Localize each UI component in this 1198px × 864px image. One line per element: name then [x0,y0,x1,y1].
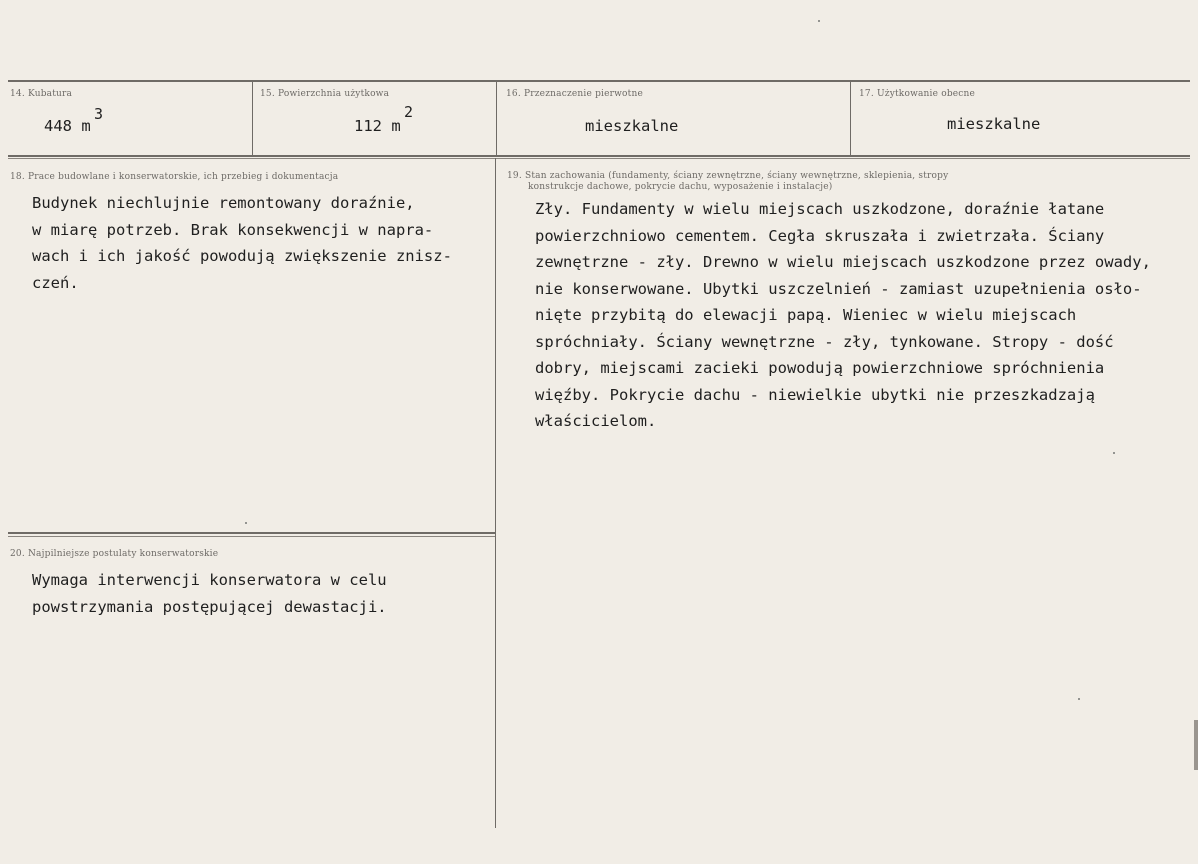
column-divider-1 [252,81,253,155]
field-14-superscript: 3 [94,105,104,123]
field-18-line: w miarę potrzeb. Brak konsekwencji w napra- [32,220,434,239]
top-border-line [8,80,1190,82]
scan-speck [1113,452,1115,454]
field-20-line: powstrzymania postępującej dewastacji. [32,597,387,616]
field-14-value: 448 m [44,117,91,135]
field-19-text [535,196,1151,435]
scan-speck [1078,698,1080,700]
row-divider-line [8,155,1190,157]
field-18-text [32,190,452,296]
field-15-label: 15. Powierzchnia użytkowa [260,89,390,99]
column-divider-3 [850,81,851,155]
field-16-label: 16. Przeznaczenie pierwotne [506,89,644,99]
field-19-line: spróchniały. Ściany wewnętrzne - zły, tynkowane. Stropy - dość [535,332,1114,351]
field-15-value: 112 m [354,117,401,135]
field-19-label-line-2: konstrukcje dachowe, pokrycie dachu, wyposażenie i instalacje) [528,182,833,192]
field-20-text [32,567,387,620]
field-20-label: 20. Najpilniejsze postulaty konserwatorskie [10,549,219,559]
scan-speck [245,522,247,524]
field-19-line: właścicielom. [535,412,657,430]
field-17-label: 17. Użytkowanie obecne [859,89,976,99]
field-19-line: więźby. Pokrycie dachu - niewielkie ubytki nie przeszkadzają [535,385,1095,404]
field-14-label: 14. Kubatura [10,89,73,99]
field-18-label: 18. Prace budowlane i konserwatorskie, ich przebieg i dokumentacja [10,172,339,182]
column-divider-main [495,158,496,828]
field-18-line: wach i ich jakość powodują zwiększenie znisz- [32,247,452,265]
field-19-line: dobry, miejscami zacieki powodują powierzchniowe spróchnienia [535,359,1105,377]
field-19-line: Zły. Fundamenty w wielu miejscach uszkodzone, doraźnie łatane [535,200,1105,218]
field-19-line: nie konserwowane. Ubytki uszczelnień - zamiast uzupełnienia osło- [535,279,1142,298]
row-divider-line-2 [8,158,1190,159]
field-15-superscript: 2 [404,103,414,121]
field-19-label-line-1: 19. Stan zachowania (fundamenty, ściany zewnętrzne, ściany wewnętrzne, sklepienia, stropy [507,171,949,181]
field-19-line: nięte przybitą do elewacji papą. Wieniec w wielu miejscach [535,306,1077,324]
field-19-line: powierzchniowo cementem. Cegła skruszała i zwietrzała. Ściany [535,226,1105,245]
field-18-line: czeń. [32,273,79,292]
field-17-value: mieszkalne [947,115,1041,133]
section-20-top-line-2 [8,536,495,537]
scan-edge-mark [1194,720,1198,770]
field-19-line: zewnętrzne - zły. Drewno w wielu miejscach uszkodzone przez owady, [535,253,1151,271]
field-20-line: Wymaga interwencji konserwatora w celu [32,571,387,589]
section-20-top-line [8,532,495,534]
field-16-value: mieszkalne [585,117,679,135]
column-divider-2 [496,81,497,155]
field-18-line: Budynek niechlujnie remontowany doraźnie, [32,194,415,212]
scan-speck [818,20,820,22]
